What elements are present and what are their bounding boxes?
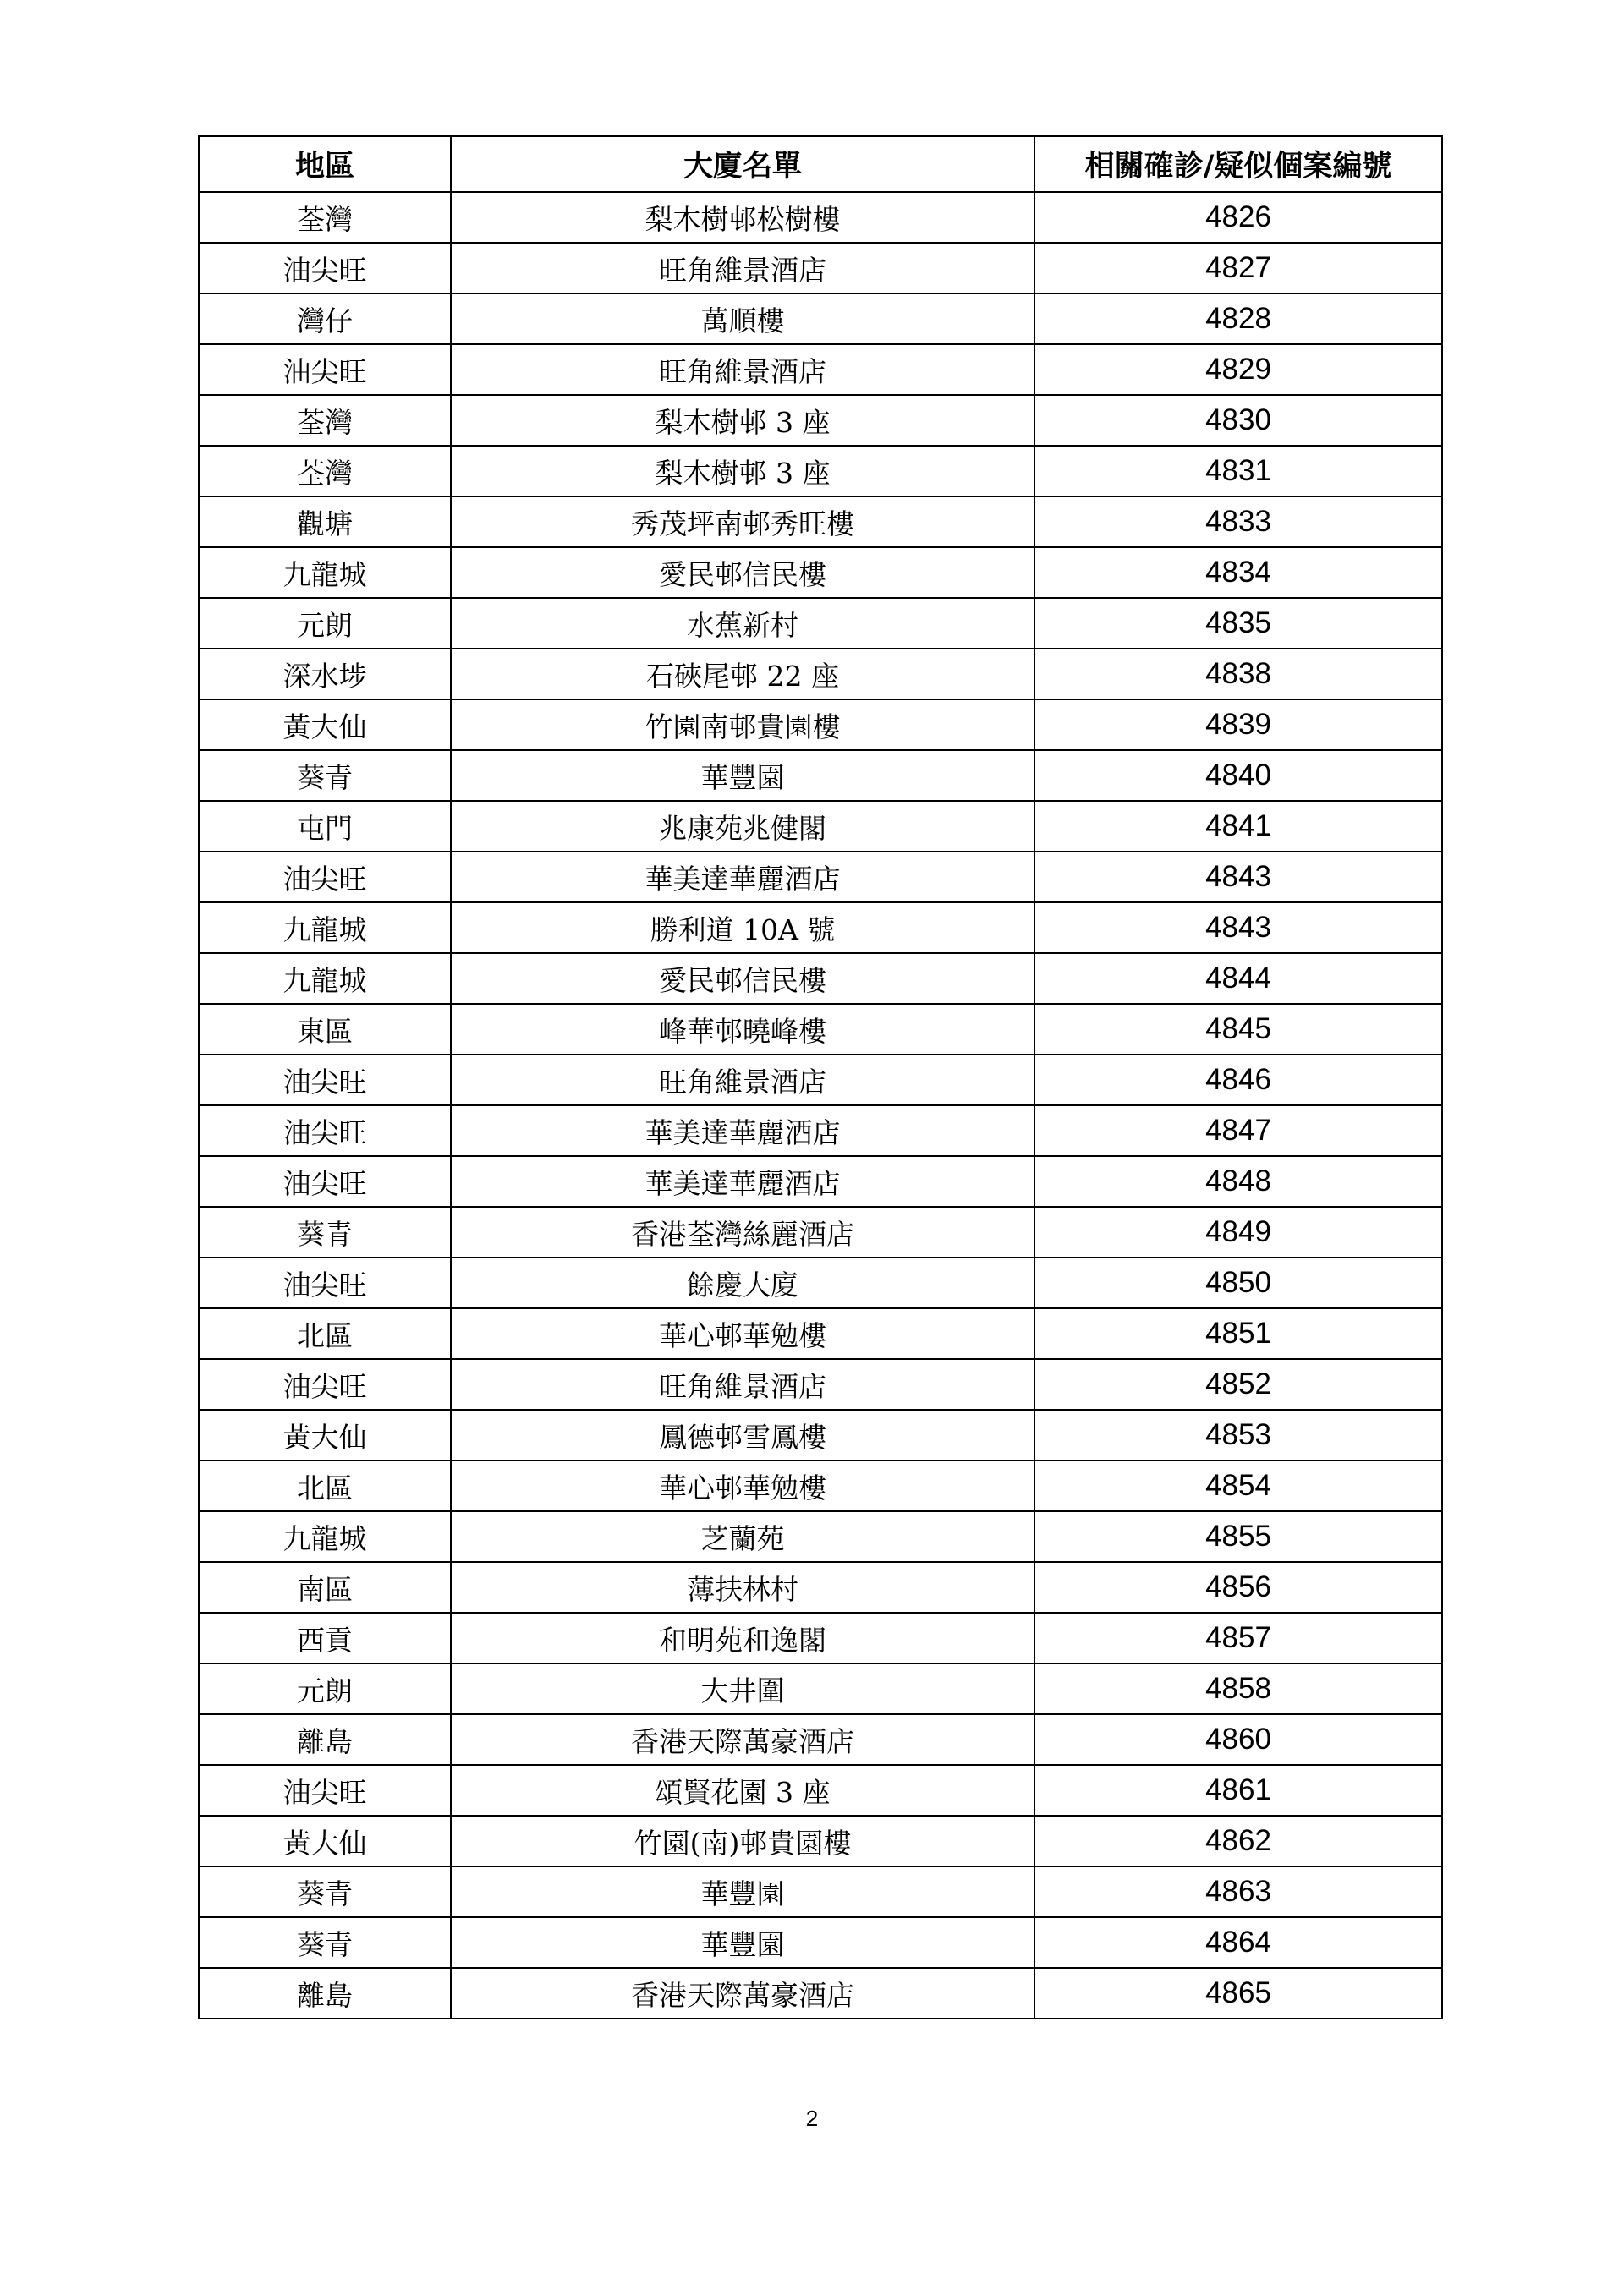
case-number-cell: 4841	[1034, 801, 1442, 852]
case-number-cell: 4829	[1034, 344, 1442, 395]
table-row	[199, 1055, 1442, 1105]
district-cell: 油尖旺	[199, 852, 451, 902]
district-cell: 葵青	[199, 1917, 451, 1968]
building-name-cell: 和明苑和逸閣	[451, 1613, 1034, 1663]
building-name-cell: 峰華邨曉峰樓	[451, 1004, 1034, 1055]
district-cell: 九龍城	[199, 1511, 451, 1562]
case-number-cell: 4856	[1034, 1562, 1442, 1613]
building-name-cell: 旺角維景酒店	[451, 1055, 1034, 1105]
table-row	[199, 852, 1442, 902]
building-name-cell: 華美達華麗酒店	[451, 1156, 1034, 1207]
table-row	[199, 1765, 1442, 1816]
district-cell: 西貢	[199, 1613, 451, 1663]
building-name-cell: 旺角維景酒店	[451, 344, 1034, 395]
table-row	[199, 547, 1442, 598]
district-cell: 葵青	[199, 1866, 451, 1917]
table-row	[199, 243, 1442, 293]
case-number-cell: 4858	[1034, 1663, 1442, 1714]
case-number-cell: 4848	[1034, 1156, 1442, 1207]
building-name-cell: 秀茂坪南邨秀旺樓	[451, 496, 1034, 547]
table-row	[199, 1105, 1442, 1156]
case-number-cell: 4844	[1034, 953, 1442, 1004]
table-row	[199, 1562, 1442, 1613]
district-cell: 東區	[199, 1004, 451, 1055]
district-cell: 油尖旺	[199, 1765, 451, 1816]
table-row	[199, 1460, 1442, 1511]
header-case-number: 相關確診/疑似個案編號	[1034, 136, 1442, 192]
building-name-cell: 旺角維景酒店	[451, 1359, 1034, 1410]
table-row	[199, 1714, 1442, 1765]
table-body	[199, 192, 1442, 2019]
district-cell: 灣仔	[199, 293, 451, 344]
case-number-cell: 4838	[1034, 649, 1442, 699]
building-name-cell: 華豐園	[451, 1866, 1034, 1917]
district-cell: 葵青	[199, 1207, 451, 1258]
building-name-cell: 梨木樹邨松樹樓	[451, 192, 1034, 243]
table-row	[199, 1866, 1442, 1917]
case-number-cell: 4833	[1034, 496, 1442, 547]
case-number-cell: 4834	[1034, 547, 1442, 598]
header-district: 地區	[199, 136, 451, 192]
district-cell: 觀塘	[199, 496, 451, 547]
building-name-cell: 香港荃灣絲麗酒店	[451, 1207, 1034, 1258]
building-name-cell: 華心邨華勉樓	[451, 1460, 1034, 1511]
table-row	[199, 293, 1442, 344]
building-name-cell: 萬順樓	[451, 293, 1034, 344]
table-row	[199, 1410, 1442, 1460]
table-header-row	[199, 136, 1442, 192]
table-row	[199, 902, 1442, 953]
district-cell: 葵青	[199, 750, 451, 801]
district-cell: 油尖旺	[199, 1359, 451, 1410]
table-row	[199, 1917, 1442, 1968]
case-number-cell: 4843	[1034, 902, 1442, 953]
building-name-cell: 石硤尾邨 22 座	[451, 649, 1034, 699]
building-name-cell: 鳳德邨雪鳳樓	[451, 1410, 1034, 1460]
case-number-cell: 4845	[1034, 1004, 1442, 1055]
building-name-cell: 大井圍	[451, 1663, 1034, 1714]
case-number-cell: 4853	[1034, 1410, 1442, 1460]
building-name-cell: 愛民邨信民樓	[451, 953, 1034, 1004]
building-name-cell: 梨木樹邨 3 座	[451, 395, 1034, 446]
district-cell: 黃大仙	[199, 1410, 451, 1460]
district-cell: 荃灣	[199, 395, 451, 446]
case-number-cell: 4863	[1034, 1866, 1442, 1917]
case-number-cell: 4839	[1034, 699, 1442, 750]
building-name-cell: 薄扶林村	[451, 1562, 1034, 1613]
table-row	[199, 344, 1442, 395]
district-cell: 九龍城	[199, 953, 451, 1004]
case-number-cell: 4826	[1034, 192, 1442, 243]
district-cell: 黃大仙	[199, 699, 451, 750]
building-name-cell: 兆康苑兆健閣	[451, 801, 1034, 852]
table-row	[199, 750, 1442, 801]
table-row	[199, 1258, 1442, 1308]
district-cell: 油尖旺	[199, 1156, 451, 1207]
case-number-cell: 4861	[1034, 1765, 1442, 1816]
table-row	[199, 192, 1442, 243]
case-number-cell: 4855	[1034, 1511, 1442, 1562]
case-number-cell: 4831	[1034, 446, 1442, 496]
district-cell: 油尖旺	[199, 1055, 451, 1105]
building-name-cell: 華心邨華勉樓	[451, 1308, 1034, 1359]
building-name-cell: 旺角維景酒店	[451, 243, 1034, 293]
table-row	[199, 1359, 1442, 1410]
case-number-cell: 4857	[1034, 1613, 1442, 1663]
building-list-table	[198, 135, 1443, 2019]
case-number-cell: 4865	[1034, 1968, 1442, 2019]
table-row	[199, 1004, 1442, 1055]
case-number-cell: 4843	[1034, 852, 1442, 902]
district-cell: 深水埗	[199, 649, 451, 699]
table-row	[199, 1968, 1442, 2019]
table-row	[199, 1308, 1442, 1359]
building-name-cell: 勝利道 10A 號	[451, 902, 1034, 953]
district-cell: 離島	[199, 1714, 451, 1765]
district-cell: 南區	[199, 1562, 451, 1613]
building-name-cell: 頌賢花園 3 座	[451, 1765, 1034, 1816]
building-name-cell: 華豐園	[451, 1917, 1034, 1968]
table-row	[199, 1663, 1442, 1714]
building-name-cell: 華美達華麗酒店	[451, 852, 1034, 902]
district-cell: 元朗	[199, 1663, 451, 1714]
table-row	[199, 598, 1442, 649]
case-number-cell: 4840	[1034, 750, 1442, 801]
case-number-cell: 4860	[1034, 1714, 1442, 1765]
case-number-cell: 4864	[1034, 1917, 1442, 1968]
table-row	[199, 953, 1442, 1004]
table-row	[199, 1156, 1442, 1207]
table-row	[199, 1613, 1442, 1663]
table-row	[199, 395, 1442, 446]
case-number-cell: 4849	[1034, 1207, 1442, 1258]
case-number-cell: 4835	[1034, 598, 1442, 649]
district-cell: 北區	[199, 1460, 451, 1511]
case-number-cell: 4828	[1034, 293, 1442, 344]
district-cell: 黃大仙	[199, 1816, 451, 1866]
table-row	[199, 801, 1442, 852]
table-row	[199, 1511, 1442, 1562]
district-cell: 北區	[199, 1308, 451, 1359]
case-number-cell: 4851	[1034, 1308, 1442, 1359]
district-cell: 離島	[199, 1968, 451, 2019]
table-row	[199, 446, 1442, 496]
district-cell: 荃灣	[199, 446, 451, 496]
building-name-cell: 華美達華麗酒店	[451, 1105, 1034, 1156]
case-number-cell: 4850	[1034, 1258, 1442, 1308]
building-name-cell: 餘慶大廈	[451, 1258, 1034, 1308]
district-cell: 油尖旺	[199, 1105, 451, 1156]
building-name-cell: 香港天際萬豪酒店	[451, 1968, 1034, 2019]
page-number: 2	[805, 2106, 819, 2131]
building-name-cell: 華豐園	[451, 750, 1034, 801]
header-building-list: 大廈名單	[451, 136, 1034, 192]
table-row	[199, 1816, 1442, 1866]
building-name-cell: 梨木樹邨 3 座	[451, 446, 1034, 496]
table-row	[199, 496, 1442, 547]
case-number-cell: 4830	[1034, 395, 1442, 446]
case-number-cell: 4862	[1034, 1816, 1442, 1866]
table-row	[199, 1207, 1442, 1258]
case-number-cell: 4827	[1034, 243, 1442, 293]
building-name-cell: 竹園南邨貴園樓	[451, 699, 1034, 750]
building-name-cell: 竹園(南)邨貴園樓	[451, 1816, 1034, 1866]
case-number-cell: 4846	[1034, 1055, 1442, 1105]
district-cell: 九龍城	[199, 902, 451, 953]
table-row	[199, 649, 1442, 699]
building-name-cell: 愛民邨信民樓	[451, 547, 1034, 598]
district-cell: 油尖旺	[199, 243, 451, 293]
district-cell: 九龍城	[199, 547, 451, 598]
district-cell: 油尖旺	[199, 1258, 451, 1308]
district-cell: 元朗	[199, 598, 451, 649]
building-name-cell: 香港天際萬豪酒店	[451, 1714, 1034, 1765]
district-cell: 油尖旺	[199, 344, 451, 395]
district-cell: 荃灣	[199, 192, 451, 243]
building-name-cell: 芝蘭苑	[451, 1511, 1034, 1562]
case-number-cell: 4852	[1034, 1359, 1442, 1410]
building-name-cell: 水蕉新村	[451, 598, 1034, 649]
district-cell: 屯門	[199, 801, 451, 852]
case-number-cell: 4847	[1034, 1105, 1442, 1156]
table-row	[199, 699, 1442, 750]
case-number-cell: 4854	[1034, 1460, 1442, 1511]
